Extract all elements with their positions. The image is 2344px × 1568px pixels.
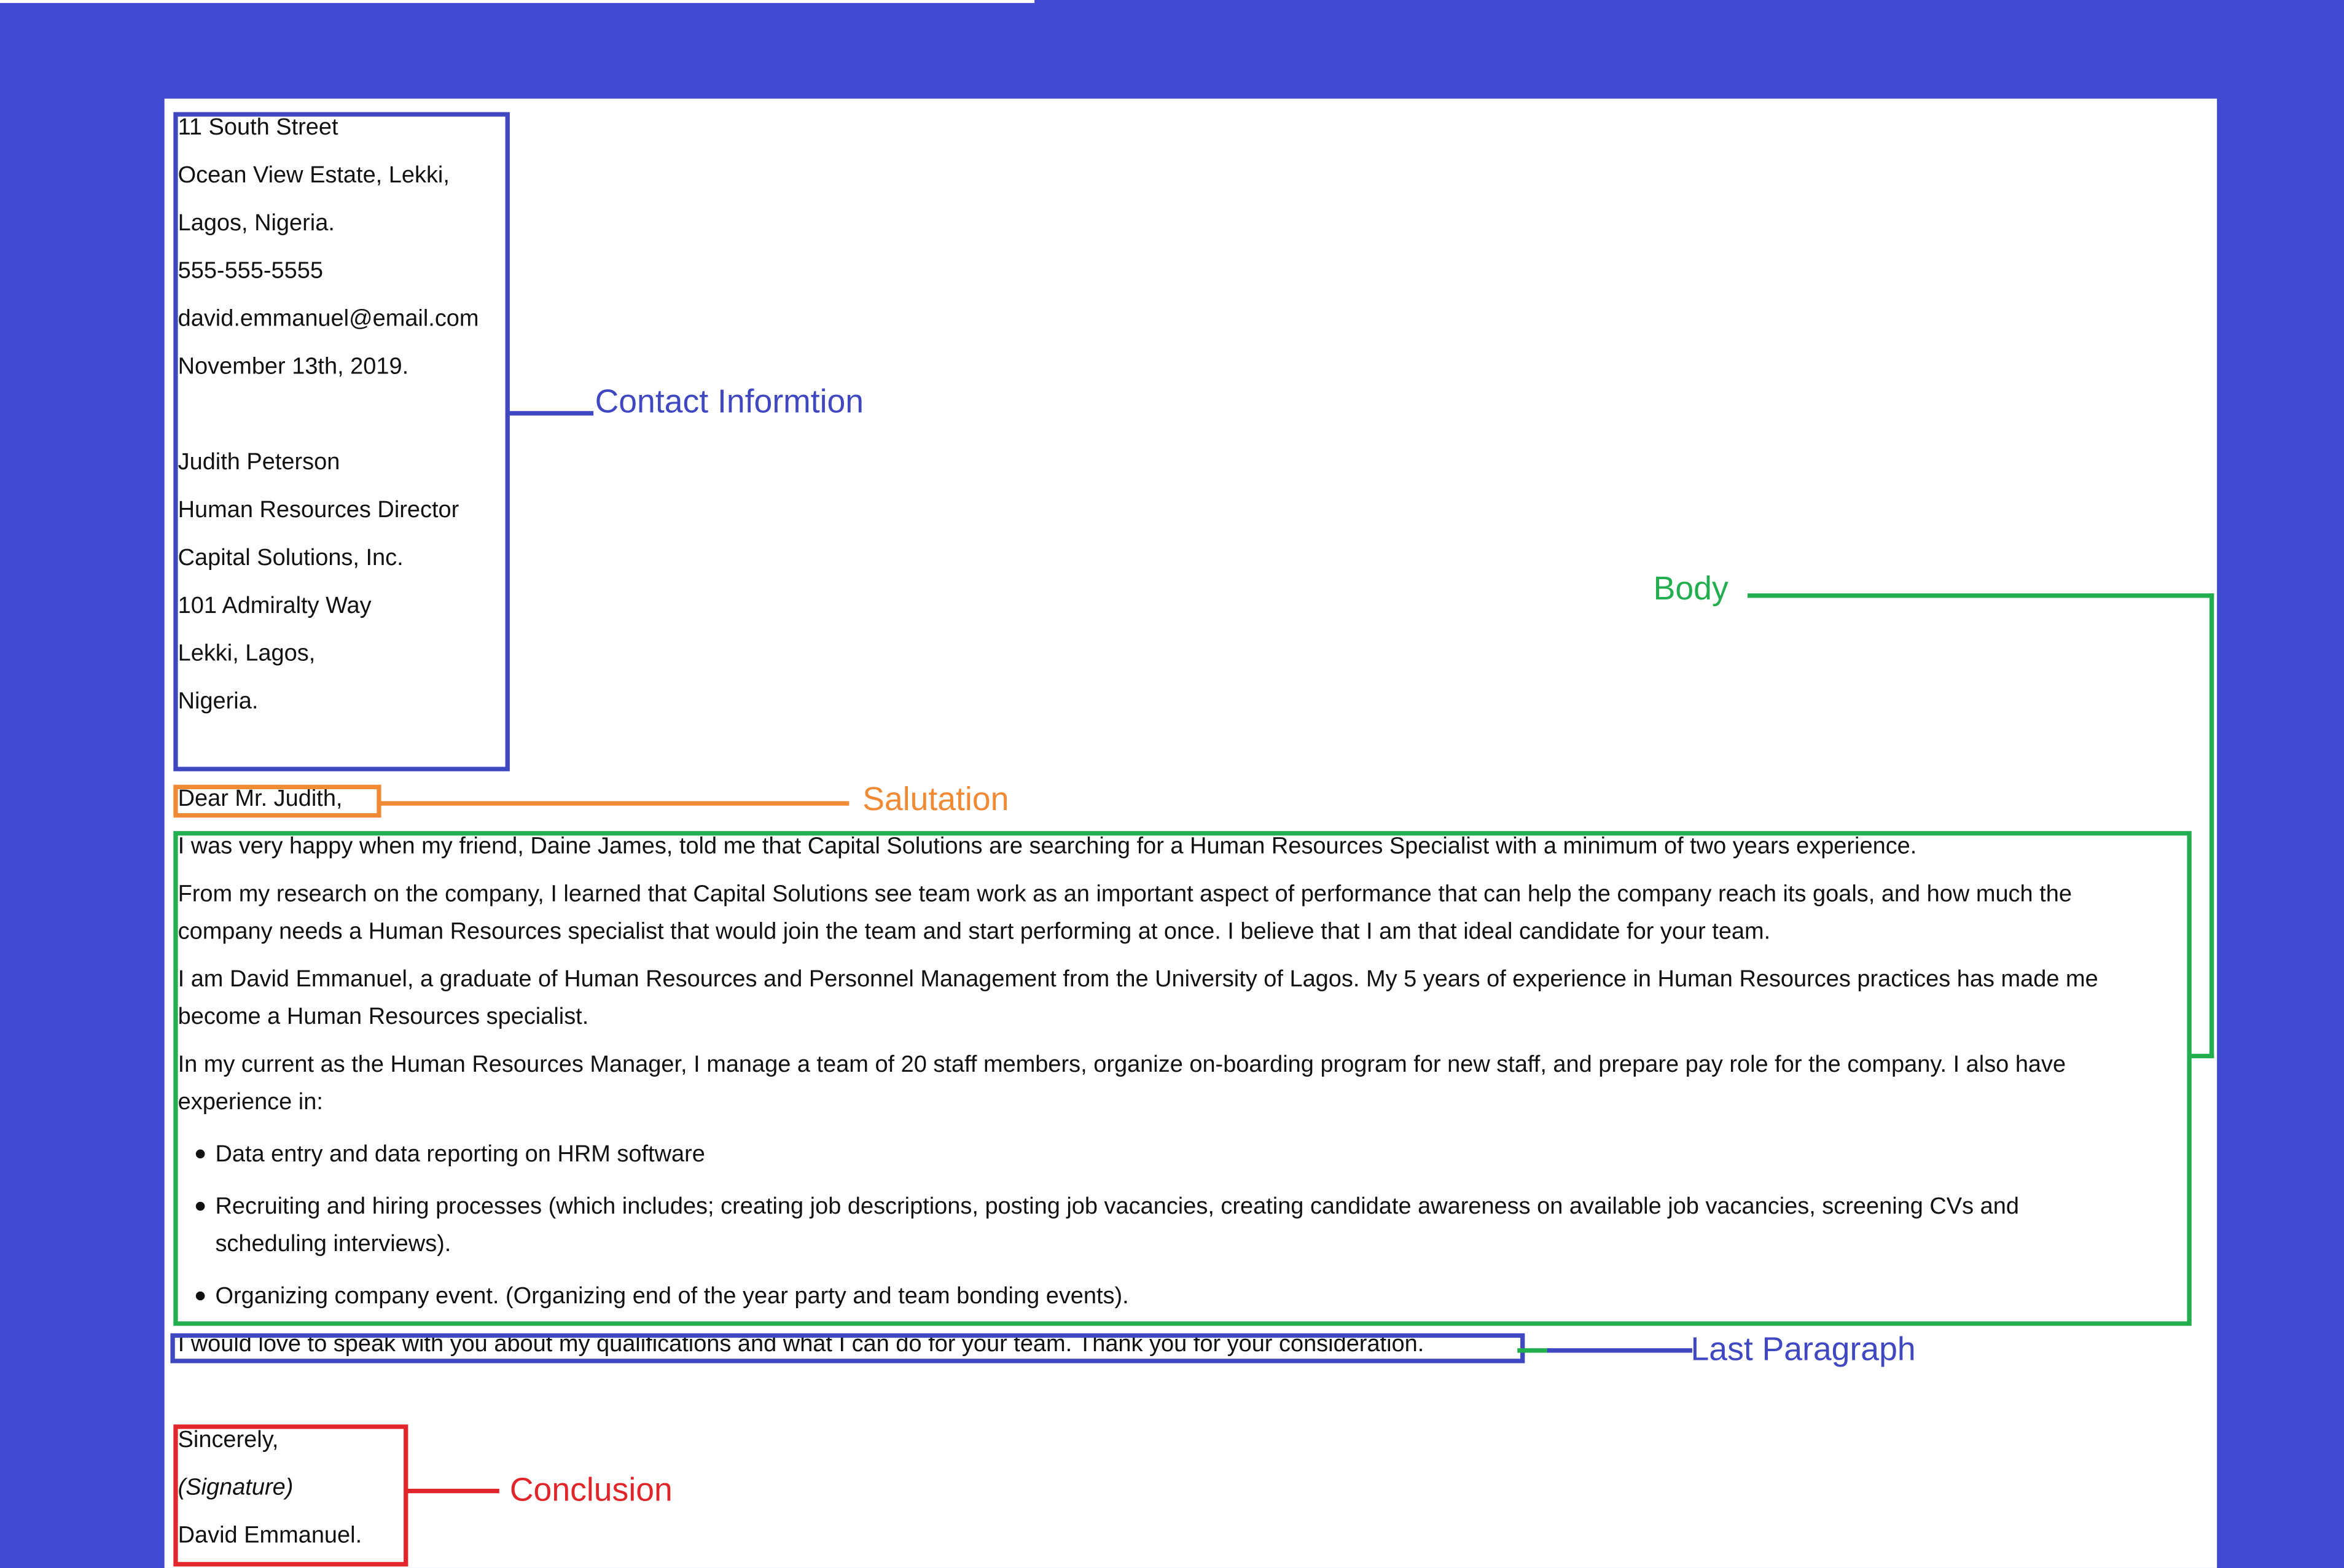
- body-connector-top: [1748, 593, 2214, 598]
- salutation-box: [173, 785, 381, 818]
- last-paragraph-connector: [1547, 1348, 1692, 1352]
- signature-placeholder: (Signature): [178, 1475, 294, 1501]
- body-connector-bottom: [2190, 1054, 2214, 1058]
- last-paragraph-connector-green: [1517, 1348, 1550, 1352]
- bullet-item: Organizing company event. (Organizing end of the year party and team bonding events).: [215, 1284, 1129, 1309]
- conclusion-connector: [407, 1489, 499, 1493]
- body-line: I am David Emmanuel, a graduate of Human Resources and Personnel Management from the University of Lagos. My 5 years of experience in Human Resources practices has made me: [178, 967, 2098, 993]
- bullet-item: Data entry and data reporting on HRM software: [215, 1142, 705, 1168]
- last-paragraph-text: I would love to speak with you about my qualifications and what I can do for your team. Thank you for your consideration.: [178, 1332, 1424, 1357]
- contact-line: November 13th, 2019.: [178, 354, 409, 380]
- conclusion-box: [173, 1424, 408, 1566]
- last-paragraph-label: Last Paragraph: [1690, 1330, 1916, 1368]
- contact-box: [173, 112, 510, 771]
- salutation-text: Dear Mr. Judith,: [178, 786, 343, 812]
- sender-name: David Emmanuel.: [178, 1523, 362, 1549]
- contact-line: Lagos, Nigeria.: [178, 211, 335, 236]
- contact-line: 11 South Street: [178, 115, 338, 141]
- recipient-line: Lekki, Lagos,: [178, 641, 316, 667]
- body-line: I was very happy when my friend, Daine James, told me that Capital Solutions are searching for a Human Resources Specialist with a minimum of two years experience.: [178, 834, 1917, 860]
- last-paragraph-box: [170, 1333, 1525, 1363]
- contact-connector: [508, 411, 593, 415]
- contact-line: 555-555-5555: [178, 259, 323, 284]
- body-label: Body: [1653, 569, 1729, 607]
- contact-line: Ocean View Estate, Lekki,: [178, 163, 450, 189]
- body-line: In my current as the Human Resources Manager, I manage a team of 20 staff members, organize on-boarding program for new staff, and prepare pay role for the company. I also have: [178, 1052, 2066, 1078]
- contact-line: david.emmanuel@email.com: [178, 306, 479, 332]
- recipient-line: 101 Admiralty Way: [178, 593, 372, 619]
- recipient-line: Human Resources Director: [178, 497, 459, 523]
- conclusion-label: Conclusion: [509, 1470, 673, 1508]
- body-line: company needs a Human Resources specialist that would join the team and start performing at once. I believe that I am that ideal candidate for your team.: [178, 919, 1771, 945]
- recipient-line: Capital Solutions, Inc.: [178, 545, 404, 571]
- body-line: become a Human Resources specialist.: [178, 1004, 589, 1030]
- closing-line: Sincerely,: [178, 1427, 279, 1453]
- bullet-item: Recruiting and hiring processes (which includes; creating job descriptions, posting job vacancies, creating candidate awareness on available job vacancies, screening CVs and: [215, 1194, 2019, 1220]
- contact-label: Contact Informtion: [595, 383, 864, 420]
- recipient-line: Nigeria.: [178, 688, 259, 715]
- body-box: [173, 831, 2191, 1326]
- recipient-line: Judith Peterson: [178, 450, 340, 475]
- bullet-item-continued: scheduling interviews).: [215, 1231, 451, 1257]
- top-strip: [0, 0, 1034, 3]
- salutation-connector: [380, 801, 849, 805]
- salutation-label: Salutation: [862, 780, 1009, 818]
- body-connector-vertical: [2209, 593, 2214, 1058]
- body-line: From my research on the company, I learned that Capital Solutions see team work as an important aspect of performance that can help the company reach its goals, and how much the: [178, 881, 2072, 908]
- body-line: experience in:: [178, 1090, 323, 1115]
